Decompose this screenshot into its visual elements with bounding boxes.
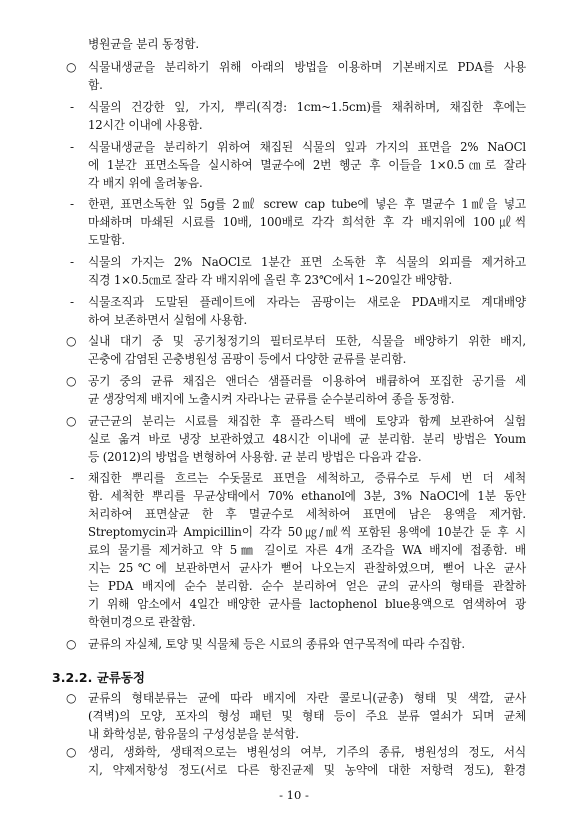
dash-bullet-icon: - [70,100,75,115]
text-line: 생리, 생화학, 생태적으로는 병원성의 여부, 기주의 종류, 병원성의 정도, 서식 [88,744,526,759]
text-line: 균류의 형태분류는 균에 따라 배지에 자란 콜로니(균총) 형태 및 색깔, 균사 [88,690,526,705]
text-line: 학현미경으로 관찰함. [88,615,196,630]
text-line: 균류의 자실체, 토양 및 식물체 등은 시료의 종류와 연구목적에 따라 수집함. [88,636,465,651]
text-line: 한편, 표면소독한 잎 5g를 2㎖ screw cap tube에 넣은 후 멸균수 1㎖을 넣고 [88,197,526,212]
circle-bullet-icon: ○ [66,373,77,388]
text-line: 지는 25℃에 보관하면서 균사가 뻗어 나오는지 관찰하였으며, 뻗어 나온 균사 [88,561,526,576]
text-line: 직경 1×0.5㎝로 잘라 각 배지위에 올린 후 23℃에서 1~20일간 배양함. [88,272,453,287]
dash-bullet-icon: - [70,139,75,154]
text-line: 균근균의 분리는 시료를 채집한 후 플라스틱 백에 토양과 함께 보관하여 실험 [88,413,526,428]
text-line: (격벽)의 모양, 포자의 형성 패턴 및 형태 등이 주요 분류 열쇠가 되며 균체 [88,708,526,723]
text-line: 실내 대기 중 및 공기청정기의 필터로부터 또한, 식물을 배양하기 위한 배지, [88,334,526,349]
dash-bullet-icon: - [70,294,75,309]
circle-bullet-icon: ○ [66,744,77,759]
dash-bullet-icon: - [70,471,75,486]
text-line: 병원균을 분리 동정함. [88,37,199,51]
circle-bullet-icon: ○ [66,334,77,349]
dash-bullet-icon: - [70,197,75,212]
text-line: 식물의 건강한 잎, 가지, 뿌리(직경: 1cm~1.5cm)를 채취하며, 채집한 후에는 [88,100,526,115]
text-line: 식물조직과 도말된 플레이트에 자라는 곰팡이는 새로운 PDA배지로 계대배양 [88,294,526,309]
page-number: - 10 - [279,788,309,802]
text-line: 실로 옮겨 바로 냉장 보관하였고 48시간 이내에 균 분리함. 분리 방법은 Youm [88,431,526,446]
circle-bullet-icon: ○ [66,690,77,705]
text-line: 공기 중의 균류 채집은 앤더슨 샘플러를 이용하여 배큠하여 포집한 공기를 세 [88,373,526,388]
text-line: 각 배지 위에 올려놓음. [88,175,203,190]
circle-bullet-icon: ○ [66,636,77,651]
text-line: 균 생장억제 배지에 노출시켜 자라나는 균류를 순수분리하여 종을 동정함. [88,391,455,406]
text-line: 식물내생균을 분리하기 위하여 채집된 식물의 잎과 가지의 표면을 2% NaOCl [88,139,526,154]
text-line: 에 1분간 표면소독을 실시하여 멸균수에 2번 헹군 후 이들을 1×0.5㎝로 잘라 [88,157,526,172]
dash-bullet-icon: - [70,254,75,269]
text-line: 곤충에 감염된 곤충병원성 곰팡이 등에서 다양한 균류를 분리함. [88,352,407,367]
circle-bullet-icon: ○ [66,413,77,428]
text-line: 하여 보존하면서 실험에 사용함. [88,312,248,327]
text-line: Streptomycin과 Ampicillin이 각각 50㎍/㎖씩 포함된 용액에 10분간 둔 후 시 [88,525,526,540]
text-line: 내 화학성분, 함유물의 구성성분을 분석함. [88,726,299,741]
text-line: 함. 세척한 뿌리를 무균상태에서 70% ethanol에 3분, 3% NaOCl에 1분 동안 [88,489,526,504]
text-line: 식물내생균을 분리하기 위해 아래의 방법을 이용하며 기본배지로 PDA를 사용 [88,60,526,75]
text-line: 식물의 가지는 2% NaOCl로 1분간 표면 소독한 후 식물의 외피를 제거하고 [88,254,526,269]
text-line: 마쇄하며 마쇄된 시료를 10배, 100배로 각각 희석한 후 각 배지위에 100㎕씩 [88,215,526,230]
text-line: 12시간 이내에 사용함. [88,118,203,133]
section-heading: 3.2.2. 균류동정 [52,670,145,686]
text-line: 함. [88,78,103,93]
text-line: 기 위해 암소에서 4일간 배양한 균사를 lactophenol blue용액으로 염색하여 광 [88,597,526,612]
circle-bullet-icon: ○ [66,60,77,75]
text-line: 처리하여 표면살균 한 후 멸균수로 세척하여 표면에 남은 용액을 제거함. [88,507,526,522]
text-line: 도말함. [88,233,125,248]
text-line: 는 PDA 배지에 순수 분리함. 순수 분리하여 얻은 균의 균사의 형태를 관찰하 [88,579,526,594]
text-line: 등 (2012)의 방법을 변형하여 사용함. 균 분리 방법은 다음과 같음. [88,449,422,464]
text-line: 지, 약제저항성 정도(서로 다른 항진균제 및 농약에 대한 저항력 정도), 환경 [88,763,526,777]
text-line: 료의 물기를 제거하고 약 5㎜ 길이로 자른 4개 조각을 WA 배지에 접종함. 배 [88,543,526,558]
text-line: 채집한 뿌리를 흐르는 수돗물로 표면을 세척하고, 증류수로 두세 번 더 세척 [88,471,526,486]
